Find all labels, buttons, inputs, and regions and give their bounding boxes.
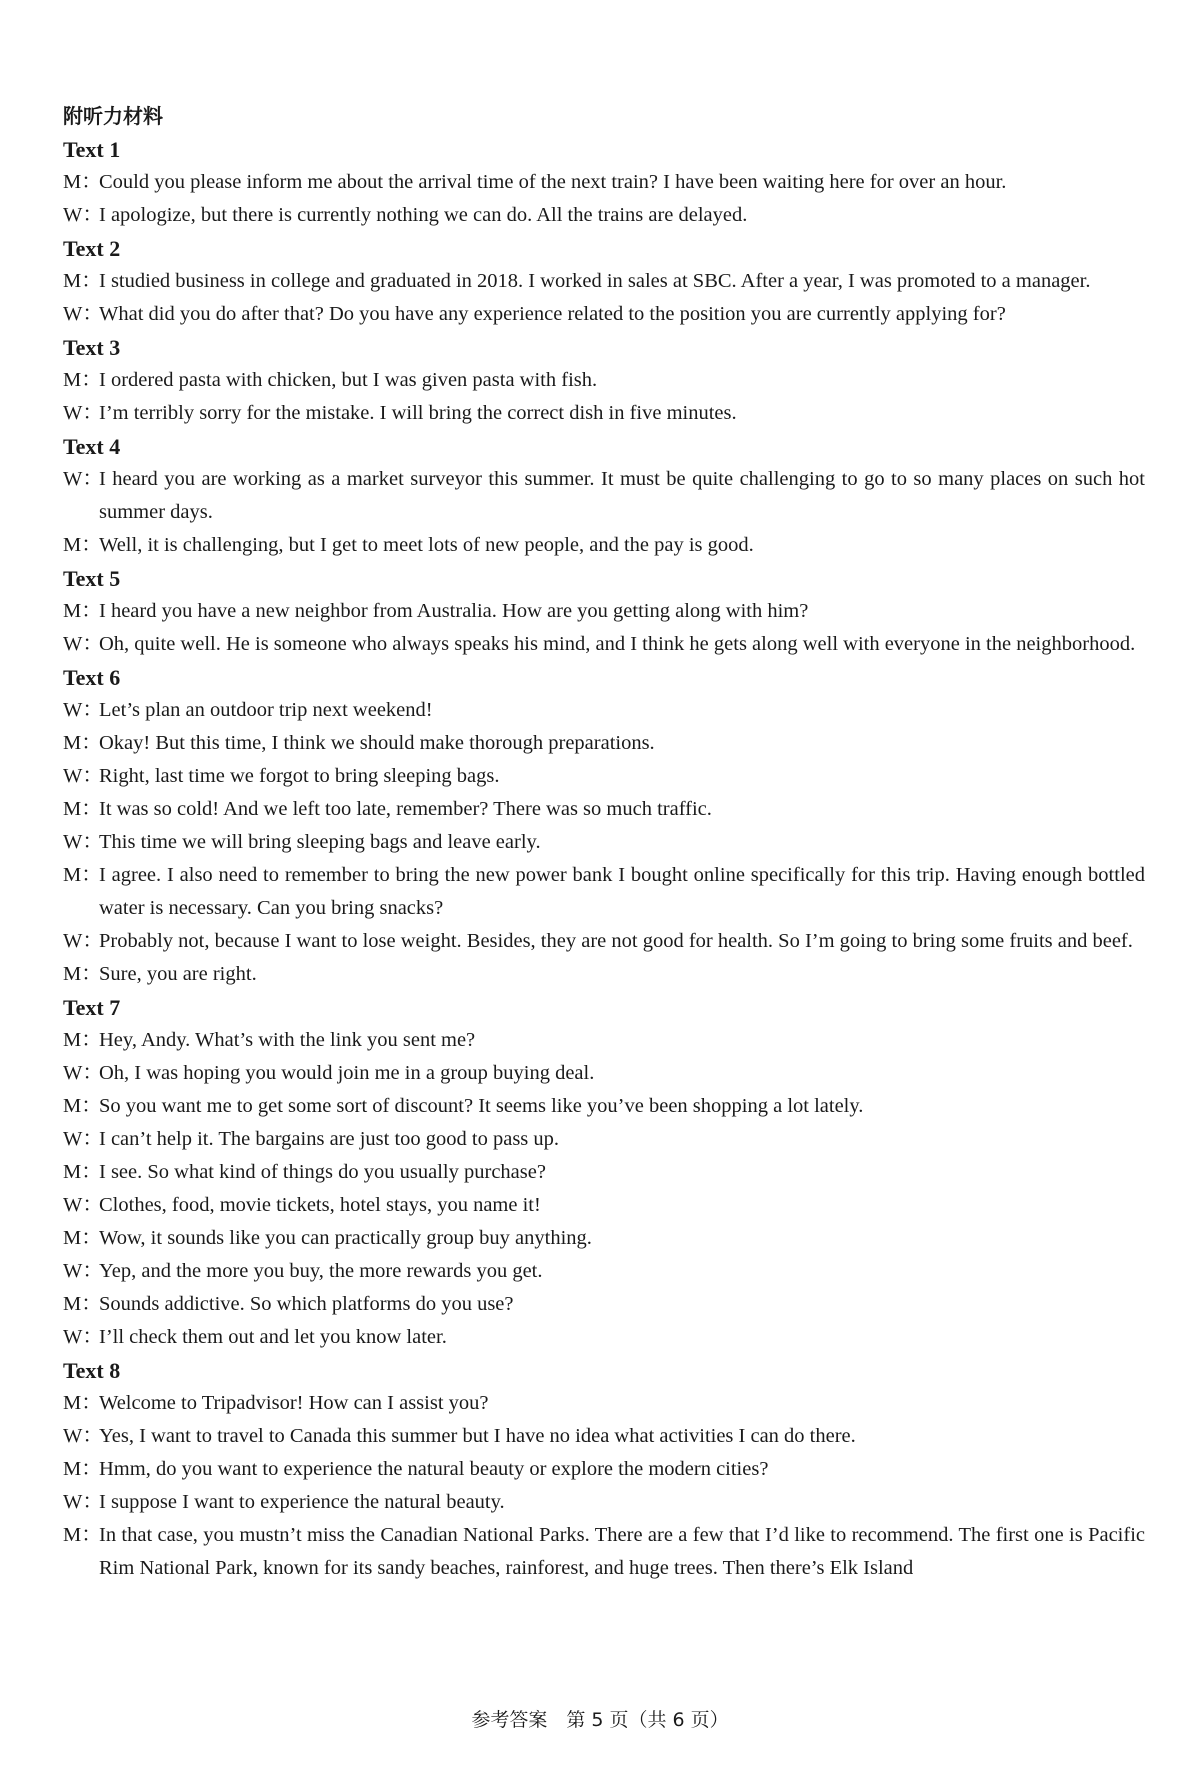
speaker-label: M： — [63, 534, 102, 556]
speaker-label: M： — [63, 798, 102, 820]
text-title: Text 3 — [63, 335, 121, 360]
speaker-label: M： — [63, 1293, 102, 1315]
dialogue-text: Clothes, food, movie tickets, hotel stays, you name it! — [99, 1194, 541, 1216]
dialogue-text: So you want me to get some sort of discount? It seems like you’ve been shopping a lot lately. — [99, 1095, 864, 1117]
dialogue-text: I can’t help it. The bargains are just too good to pass up. — [99, 1128, 560, 1150]
dialogue-line — [63, 1420, 1145, 1453]
dialogue-text: Wow, it sounds like you can practically group buy anything. — [99, 1227, 592, 1249]
dialogue-line — [63, 1321, 1145, 1354]
dialogue-text: I suppose I want to experience the natural beauty. — [99, 1491, 505, 1513]
dialogue-text: Sure, you are right. — [99, 963, 257, 985]
dialogue-text: I heard you are working as a market surveyor this summer. It must be quite challenging to go to so many places on such hot summer days. — [99, 468, 1145, 523]
dialogue-line — [63, 859, 1145, 925]
dialogue-text: Oh, quite well. He is someone who always speaks his mind, and I think he gets along well with everyone in the neighborhood. — [99, 633, 1136, 655]
text-title: Text 1 — [63, 137, 121, 162]
speaker-label: M： — [63, 963, 102, 985]
speaker-label: W： — [63, 1491, 103, 1513]
dialogue-text: Hey, Andy. What’s with the link you sent me? — [99, 1029, 476, 1051]
speaker-label: M： — [63, 369, 102, 391]
speaker-label: M： — [63, 1161, 102, 1183]
speaker-label: M： — [63, 1392, 102, 1414]
dialogue-line — [63, 1486, 1145, 1519]
dialogue-text: I agree. I also need to remember to bring the new power bank I bought online specifically for this trip. Having enough bottled water is necessary. Can you bring snacks? — [99, 864, 1145, 919]
dialogue-line — [63, 1123, 1145, 1156]
dialogue-line — [63, 397, 1145, 430]
section-heading: 附听力材料 — [63, 104, 163, 128]
dialogue-line — [63, 1519, 1145, 1585]
dialogue-line — [63, 364, 1145, 397]
dialogue-text: Welcome to Tripadvisor! How can I assist you? — [99, 1392, 489, 1414]
dialogue-line — [63, 727, 1145, 760]
speaker-label: W： — [63, 204, 103, 226]
speaker-label: M： — [63, 1524, 102, 1546]
dialogue-line — [63, 463, 1145, 529]
speaker-label: W： — [63, 402, 103, 424]
dialogue-line — [63, 529, 1145, 562]
dialogue-line — [63, 925, 1145, 958]
dialogue-text: Sounds addictive. So which platforms do you use? — [99, 1293, 514, 1315]
dialogue-text: I’ll check them out and let you know later. — [99, 1326, 447, 1348]
dialogue-text: Yes, I want to travel to Canada this summer but I have no idea what activities I can do there. — [99, 1425, 856, 1447]
text-title: Text 2 — [63, 236, 121, 261]
dialogue-text: In that case, you mustn’t miss the Canadian National Parks. There are a few that I’d like to recommend. The first one is Pacific Rim National Park, known for its sandy beaches, rainforest, and huge trees. Then there’s Elk Island — [99, 1524, 1145, 1579]
dialogue-text: Right, last time we forgot to bring sleeping bags. — [99, 765, 500, 787]
dialogue-text: Okay! But this time, I think we should make thorough preparations. — [99, 732, 655, 754]
speaker-label: M： — [63, 1029, 102, 1051]
dialogue-line — [63, 1255, 1145, 1288]
dialogue-line — [63, 1222, 1145, 1255]
transcript-body — [63, 133, 1145, 1585]
dialogue-text: Could you please inform me about the arrival time of the next train? I have been waiting here for over an hour. — [99, 171, 1007, 193]
dialogue-text: Oh, I was hoping you would join me in a group buying deal. — [99, 1062, 595, 1084]
dialogue-line — [63, 760, 1145, 793]
dialogue-line — [63, 1288, 1145, 1321]
dialogue-line — [63, 694, 1145, 727]
dialogue-line — [63, 1387, 1145, 1420]
dialogue-text: Probably not, because I want to lose weight. Besides, they are not good for health. So I’m going to bring some fruits and beef. — [99, 930, 1133, 952]
dialogue-line — [63, 298, 1145, 331]
dialogue-text: What did you do after that? Do you have any experience related to the position you are currently applying for? — [99, 303, 1006, 325]
dialogue-text: I see. So what kind of things do you usually purchase? — [99, 1161, 546, 1183]
dialogue-text: Yep, and the more you buy, the more rewards you get. — [99, 1260, 543, 1282]
dialogue-text: Well, it is challenging, but I get to meet lots of new people, and the pay is good. — [99, 534, 754, 556]
speaker-label: W： — [63, 468, 103, 490]
speaker-label: W： — [63, 1194, 103, 1216]
dialogue-line — [63, 1024, 1145, 1057]
text-title: Text 6 — [63, 665, 121, 690]
speaker-label: M： — [63, 732, 102, 754]
dialogue-line — [63, 1189, 1145, 1222]
speaker-label: M： — [63, 600, 102, 622]
dialogue-line — [63, 793, 1145, 826]
speaker-label: M： — [63, 1095, 102, 1117]
text-title: Text 5 — [63, 566, 121, 591]
dialogue-line — [63, 826, 1145, 859]
speaker-label: M： — [63, 171, 102, 193]
dialogue-line — [63, 595, 1145, 628]
dialogue-line — [63, 265, 1145, 298]
speaker-label: W： — [63, 765, 103, 787]
speaker-label: W： — [63, 930, 103, 952]
dialogue-line — [63, 628, 1145, 661]
speaker-label: W： — [63, 303, 103, 325]
dialogue-line — [63, 199, 1145, 232]
dialogue-text: I heard you have a new neighbor from Australia. How are you getting along with him? — [99, 600, 809, 622]
dialogue-text: I studied business in college and graduated in 2018. I worked in sales at SBC. After a year, I was promoted to a manager. — [99, 270, 1091, 292]
speaker-label: W： — [63, 699, 103, 721]
dialogue-text: Hmm, do you want to experience the natural beauty or explore the modern cities? — [99, 1458, 769, 1480]
page-footer: 参考答案 第 5 页（共 6 页） — [471, 1709, 729, 1731]
speaker-label: M： — [63, 1227, 102, 1249]
dialogue-line — [63, 1156, 1145, 1189]
dialogue-text: I ordered pasta with chicken, but I was given pasta with fish. — [99, 369, 598, 391]
dialogue-line — [63, 166, 1145, 199]
speaker-label: W： — [63, 1260, 103, 1282]
speaker-label: W： — [63, 1326, 103, 1348]
dialogue-text: It was so cold! And we left too late, remember? There was so much traffic. — [99, 798, 712, 820]
speaker-label: W： — [63, 633, 103, 655]
speaker-label: W： — [63, 831, 103, 853]
dialogue-line — [63, 1090, 1145, 1123]
speaker-label: W： — [63, 1425, 103, 1447]
speaker-label: M： — [63, 1458, 102, 1480]
text-title: Text 7 — [63, 995, 121, 1020]
dialogue-line — [63, 1453, 1145, 1486]
speaker-label: M： — [63, 270, 102, 292]
dialogue-text: Let’s plan an outdoor trip next weekend! — [99, 699, 433, 721]
transcript-page — [63, 100, 1145, 1585]
dialogue-text: This time we will bring sleeping bags and leave early. — [99, 831, 541, 853]
speaker-label: W： — [63, 1128, 103, 1150]
speaker-label: W： — [63, 1062, 103, 1084]
dialogue-line — [63, 1057, 1145, 1090]
dialogue-line — [63, 958, 1145, 991]
speaker-label: M： — [63, 864, 102, 886]
dialogue-text: I apologize, but there is currently nothing we can do. All the trains are delayed. — [99, 204, 748, 226]
text-title: Text 8 — [63, 1358, 121, 1383]
text-title: Text 4 — [63, 434, 121, 459]
dialogue-text: I’m terribly sorry for the mistake. I will bring the correct dish in five minutes. — [99, 402, 737, 424]
